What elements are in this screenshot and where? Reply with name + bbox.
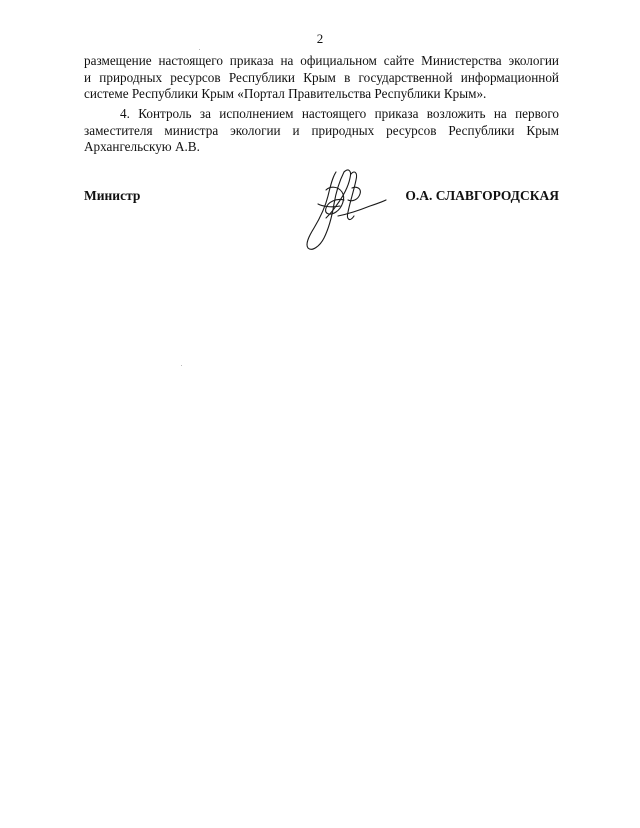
paragraph-line: и природных ресурсов Республики Крым в государственной информационной xyxy=(84,69,559,85)
page-number: 2 xyxy=(316,31,324,46)
paragraph-line: Архангельскую А.В. xyxy=(84,139,200,154)
paragraph-line: заместителя министра экологии и природных ресурсов Республики Крым xyxy=(84,122,559,138)
signatory-name: О.А. СЛАВГОРОДСКАЯ xyxy=(405,188,559,203)
paragraph-line: системе Республики Крым «Портал Правительства Республики Крым». xyxy=(84,86,487,101)
signature-block xyxy=(84,188,559,208)
paragraph-line: размещение настоящего приказа на официальном сайте Министерства экологии xyxy=(84,53,559,68)
paragraph-line: 4. Контроль за исполнением настоящего приказа возложить на первого xyxy=(120,106,559,121)
signatory-title: Министр xyxy=(84,188,141,203)
scan-speck xyxy=(181,365,182,366)
scan-speck xyxy=(199,49,200,50)
paragraph-publication xyxy=(84,53,559,103)
paragraph-control xyxy=(84,106,559,156)
